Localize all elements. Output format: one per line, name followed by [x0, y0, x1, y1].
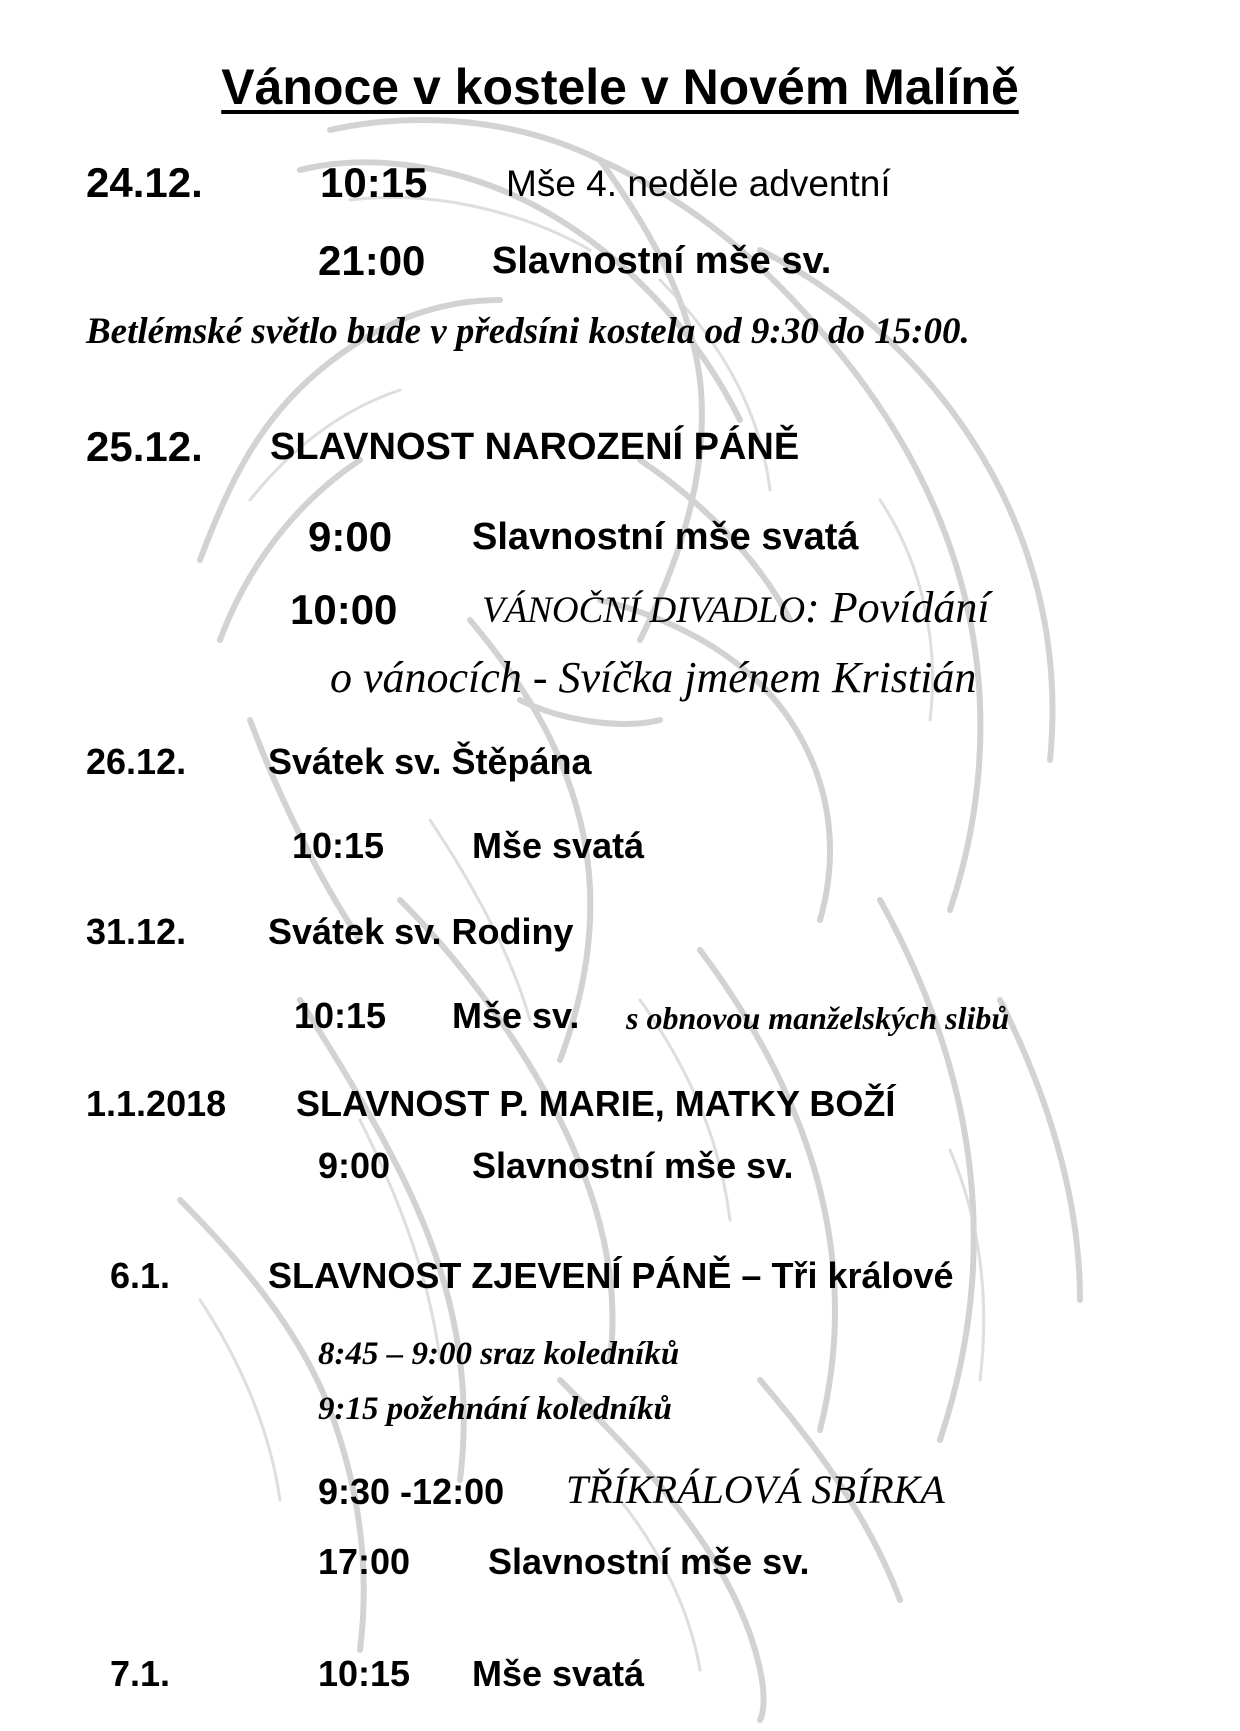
- event-text: Mše svatá: [472, 1653, 645, 1694]
- event-note: 9:15 požehnání koledníků: [318, 1391, 672, 1427]
- event-time: 10:15: [318, 1653, 411, 1694]
- feast-title: Svátek sv. Štěpána: [268, 741, 592, 782]
- event-text: TŘÍKRÁLOVÁ SBÍRKA: [566, 1467, 945, 1512]
- event-text: VÁNOČNÍ DIVADLO: Povídání: [482, 583, 990, 632]
- date-6-1: 6.1.: [110, 1255, 171, 1296]
- event-note: 8:45 – 9:00 sraz koledníků: [318, 1336, 680, 1372]
- event-time: 10:00: [290, 586, 398, 633]
- event-text: Slavnostní mše sv.: [472, 1145, 794, 1186]
- event-note: s obnovou manželských slibů: [626, 1000, 1010, 1036]
- event-text: Mše sv.: [452, 995, 580, 1036]
- date-24-12: 24.12.: [86, 159, 203, 206]
- event-text: Slavnostní mše sv.: [492, 240, 832, 282]
- date-7-1: 7.1.: [110, 1653, 171, 1694]
- event-text: Mše 4. neděle adventní: [506, 163, 891, 204]
- event-time: 17:00: [318, 1541, 411, 1582]
- page-title: Vánoce v kostele v Novém Malíně: [221, 59, 1019, 115]
- event-time: 9:00: [308, 513, 393, 560]
- event-time: 10:15: [320, 159, 428, 206]
- feast-title: SLAVNOST ZJEVENÍ PÁNĚ – Tři králové: [268, 1255, 954, 1296]
- event-text: Mše svatá: [472, 825, 645, 866]
- event-text: Slavnostní mše svatá: [472, 516, 859, 558]
- event-text: Slavnostní mše sv.: [488, 1541, 810, 1582]
- date-31-12: 31.12.: [86, 911, 187, 952]
- note-betlem-light: Betlémské světlo bude v předsíni kostela od 9:30 do 15:00.: [86, 311, 970, 352]
- event-time: 10:15: [294, 995, 387, 1036]
- date-25-12: 25.12.: [86, 423, 203, 470]
- event-time: 9:00: [318, 1145, 391, 1186]
- event-text-continued: o vánocích - Svíčka jménem Kristián: [330, 653, 977, 702]
- date-1-1-2018: 1.1.2018: [86, 1083, 227, 1124]
- feast-title: SLAVNOST NAROZENÍ PÁNĚ: [270, 426, 800, 468]
- event-time: 10:15: [292, 825, 385, 866]
- date-26-12: 26.12.: [86, 741, 187, 782]
- event-time: 9:30 -12:00: [318, 1471, 505, 1512]
- feast-title: SLAVNOST P. MARIE, MATKY BOŽÍ: [296, 1083, 896, 1124]
- feast-title: Svátek sv. Rodiny: [268, 911, 574, 952]
- event-time: 21:00: [318, 237, 426, 284]
